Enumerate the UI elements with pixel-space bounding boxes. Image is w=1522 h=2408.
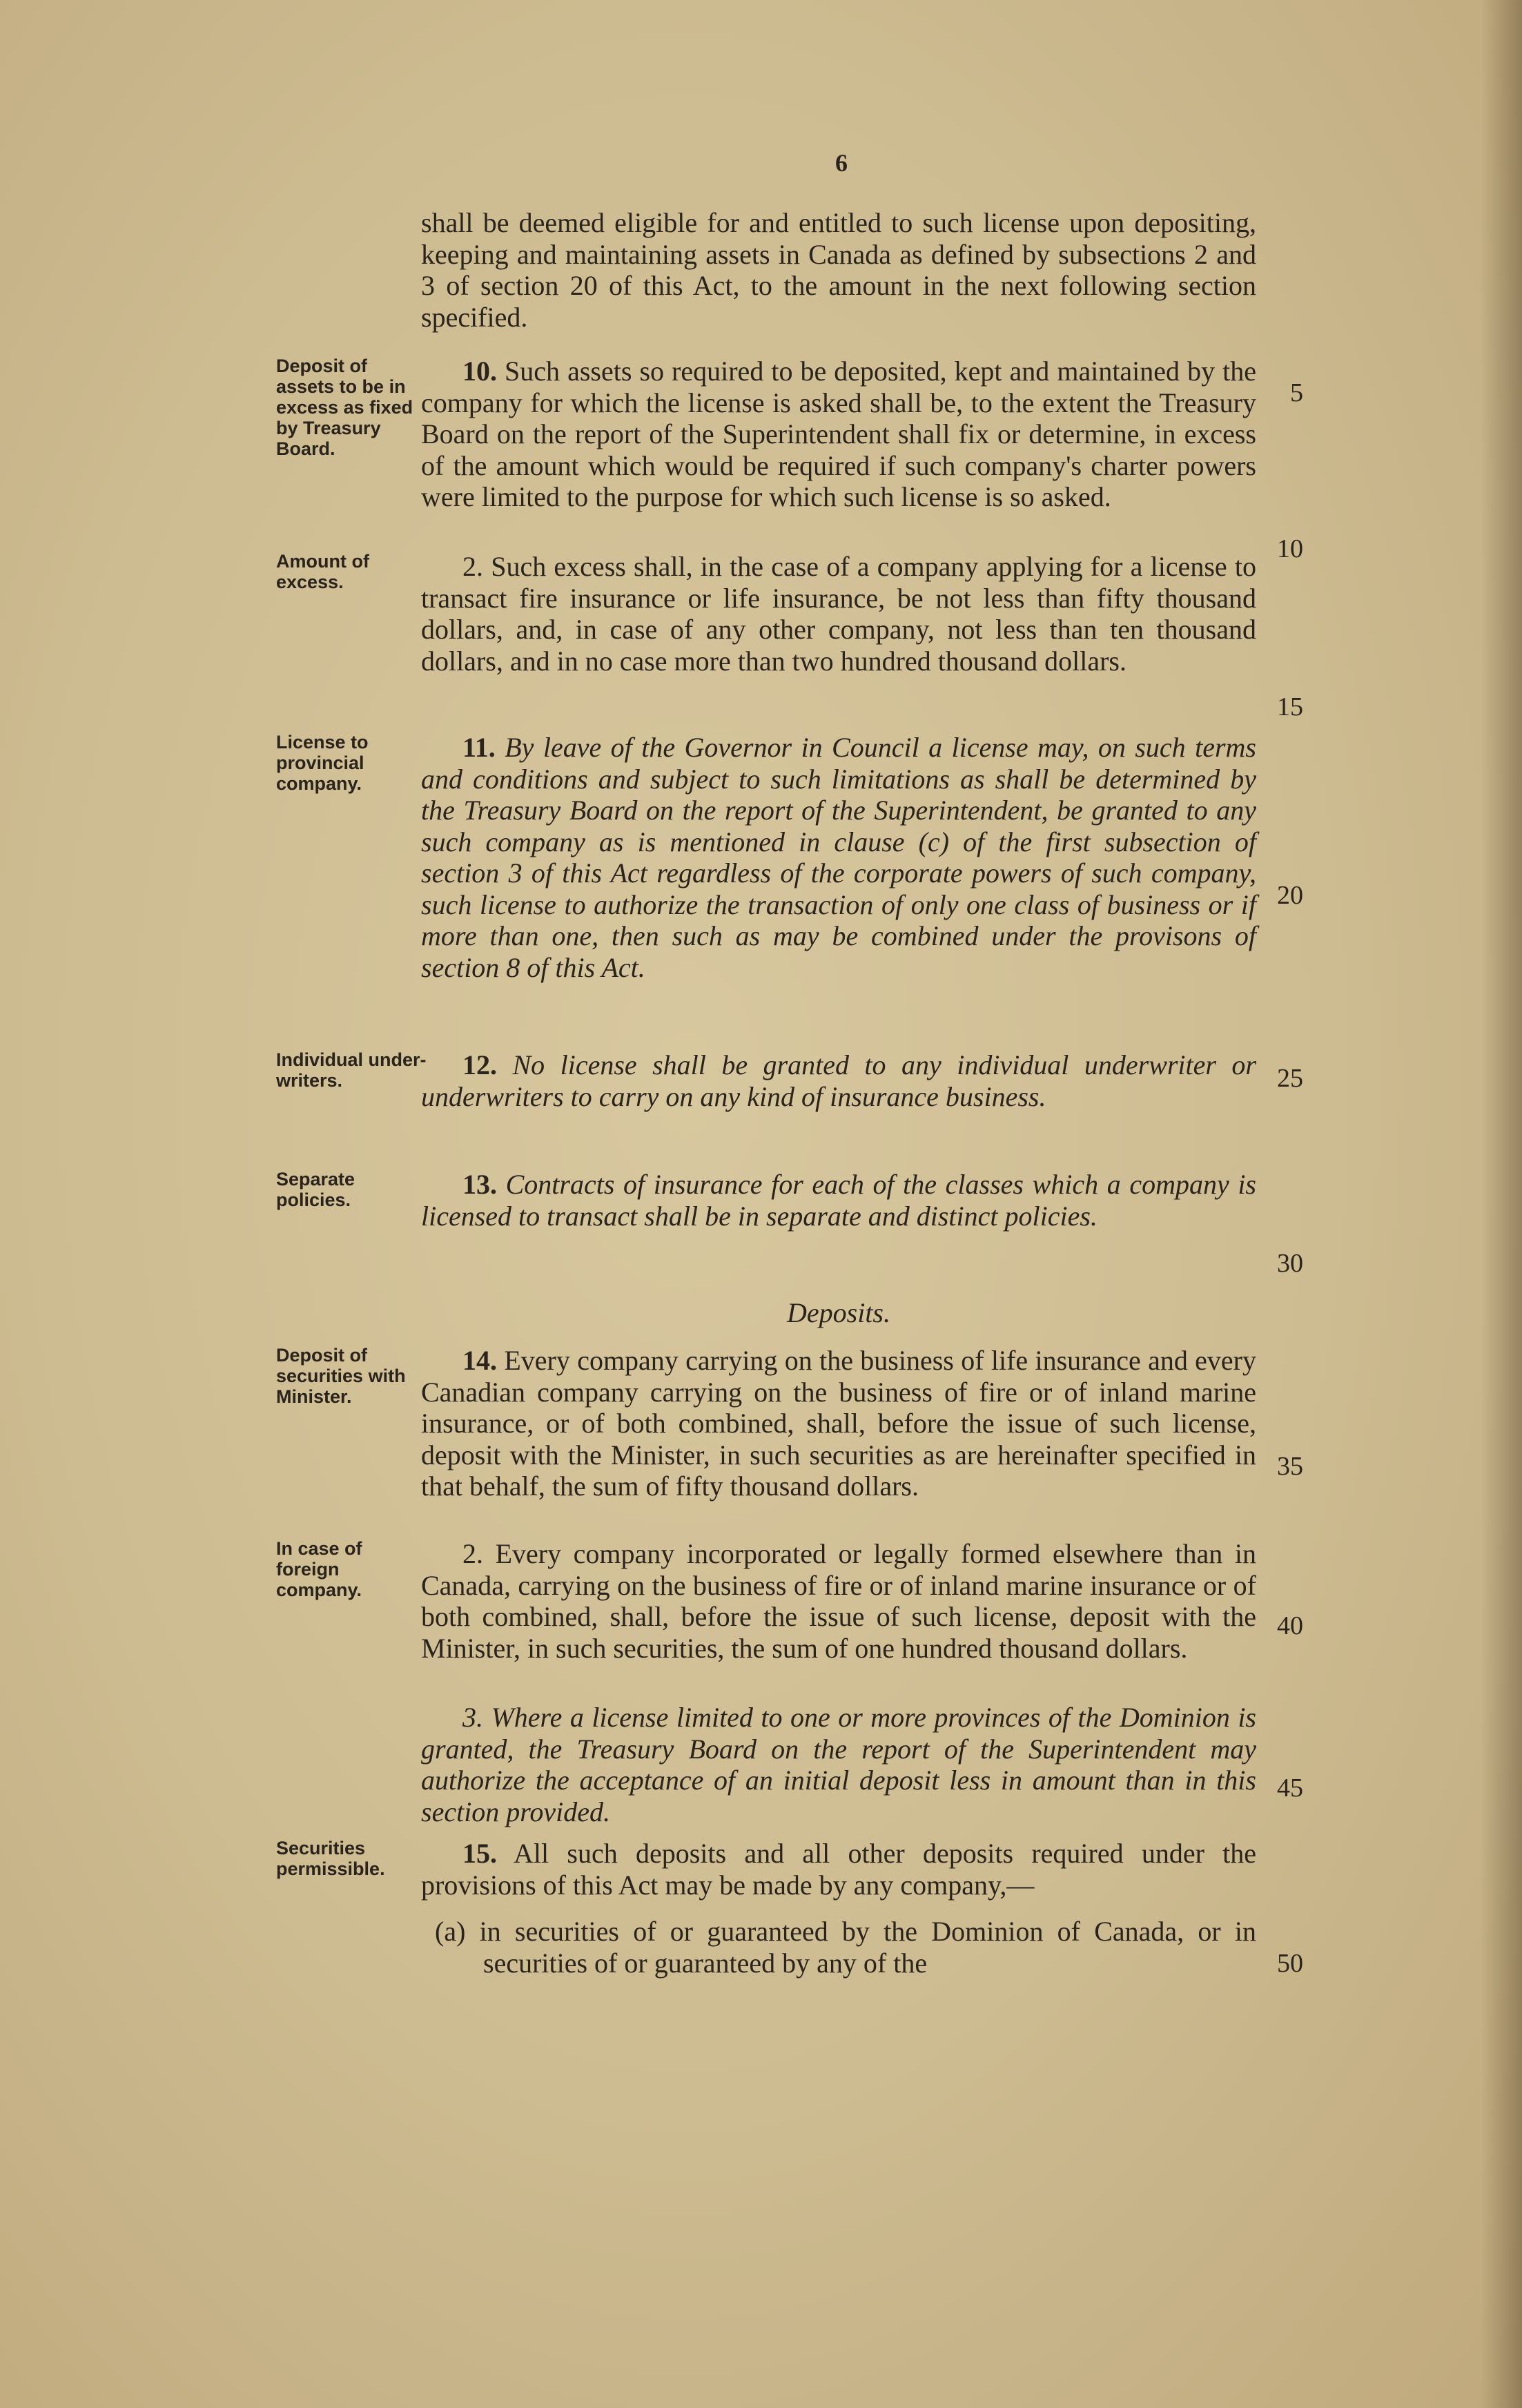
section-number: 13. xyxy=(462,1169,497,1200)
paragraph-continuation xyxy=(421,207,1256,333)
line-number: 30 xyxy=(1277,1249,1303,1278)
paragraph-text: All such deposits and all other deposits required under the provisions of this Act may be made by any company,— xyxy=(421,1838,1256,1901)
page-number: 6 xyxy=(835,149,848,177)
margin-note-foreign-company: In case of foreign company. xyxy=(276,1538,362,1600)
line-number: 5 xyxy=(1290,378,1303,407)
line-number: 45 xyxy=(1277,1774,1303,1803)
paragraph-text: 2. Such excess shall, in the case of a company applying for a license to transact fire insurance or life insurance, be not less than fifty thousand dollars, and, in case of any other company, not less than ten thousand dollars, and in no case more than two hundred thousand dollars. xyxy=(421,551,1256,677)
section-number: 14. xyxy=(462,1345,497,1376)
line-number: 10 xyxy=(1277,534,1303,563)
line-number: 35 xyxy=(1277,1452,1303,1481)
margin-note-separate-policies: Separate policies. xyxy=(276,1169,355,1210)
paragraph-text: 3. Where a license limited to one or more provinces of the Dominion is granted, the Treasury Board on the report of the Superintendent may authorize the acceptance of an initial deposit less in amount than in this section provided. xyxy=(421,1702,1256,1827)
section-14-subsection-2 xyxy=(421,1538,1256,1664)
section-number: 11. xyxy=(462,732,496,763)
section-11 xyxy=(421,732,1256,983)
margin-note-amount-excess: Amount of excess. xyxy=(276,551,369,592)
line-number: 15 xyxy=(1277,692,1303,721)
section-number: 15. xyxy=(462,1838,497,1869)
paragraph-text: Such assets so required to be deposited, kept and maintained by the company for which the license is asked shall be, to the extent the Treasury Board on the report of the Superintendent shall fix or determine, in excess of the amount which would be required if such company's charter powers were limited to the purpose for which such license is so asked. xyxy=(421,356,1256,512)
line-number: 25 xyxy=(1277,1064,1303,1093)
margin-note-license-provincial: License to provincial company. xyxy=(276,732,369,794)
section-14 xyxy=(421,1345,1256,1502)
paragraph-text: (a) in securities of or guaranteed by the Dominion of Canada, or in securities of or guaranteed by any of the xyxy=(435,1916,1256,1979)
section-13 xyxy=(421,1169,1256,1232)
paragraph-text: Every company carrying on the business of life insurance and every Canadian company carrying on the business of fire or of inland marine insurance, or of both combined, shall, before the issue of such license, deposit with the Minister, in such securities as are hereinafter specified in that behalf, the sum of fifty thousand dollars. xyxy=(421,1345,1256,1502)
margin-note-individual-underwriters: Individual under-writers. xyxy=(276,1049,427,1091)
line-number: 20 xyxy=(1277,881,1303,910)
paragraph-text: Contracts of insurance for each of the classes which a company is licensed to transact shall be in separate and distinct policies. xyxy=(421,1169,1256,1232)
section-12 xyxy=(421,1049,1256,1112)
section-15 xyxy=(421,1838,1256,1901)
section-number: 10. xyxy=(462,356,497,387)
heading-deposits: Deposits. xyxy=(787,1297,890,1328)
section-10-subsection-2 xyxy=(421,551,1256,677)
margin-note-deposit-securities: Deposit of securities with Minister. xyxy=(276,1345,406,1407)
paragraph-text: 2. Every company incorporated or legally formed elsewhere than in Canada, carrying on the business of fire or of inland marine insurance or of both combined, shall, before the issue of such license, deposit with the Minister, in such securities, the sum of one hundred thousand dollars. xyxy=(421,1538,1256,1664)
margin-note-deposit-assets: Deposit of assets to be in excess as fixed by Treasury Board. xyxy=(276,356,413,459)
section-14-subsection-3 xyxy=(421,1702,1256,1827)
page-edge-shadow xyxy=(1481,0,1522,2408)
section-10 xyxy=(421,356,1256,513)
paragraph-text: No license shall be granted to any individual underwriter or underwriters to carry on any kind of insurance business. xyxy=(421,1049,1256,1112)
section-15-clause-a xyxy=(421,1916,1256,1979)
line-number: 50 xyxy=(1277,1949,1303,1978)
paragraph-text: By leave of the Governor in Council a license may, on such terms and conditions and subject to such limitations as shall be determined by the Treasury Board on the report of the Superintendent, be granted to any such company as is mentioned in clause (c) of the first subsection of section 3 of this Act regardless of the corporate powers of such company, such license to authorize the transaction of only one class of business or if more than one, then such as may be combined under the provisons of section 8 of this Act. xyxy=(421,732,1256,983)
section-number: 12. xyxy=(462,1049,497,1080)
margin-note-securities-permissible: Securities permissible. xyxy=(276,1838,385,1879)
line-number: 40 xyxy=(1277,1611,1303,1640)
paragraph-text: shall be deemed eligible for and entitled to such license upon depositing, keeping and maintaining assets in Canada as defined by subsections 2 and 3 of section 20 of this Act, to the amount in the next following section specified. xyxy=(421,207,1256,333)
